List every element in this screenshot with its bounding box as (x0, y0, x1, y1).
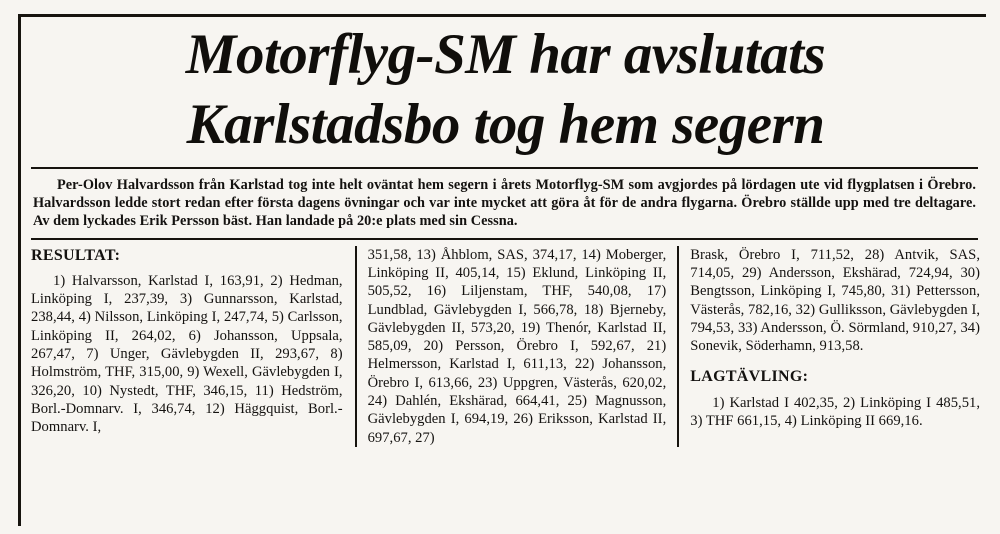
team-heading: LAGTÄVLING: (690, 368, 809, 386)
lead-paragraph (33, 176, 976, 231)
team-results-list (690, 394, 980, 431)
headline-line-2: Karlstadsbo tog hem segern (186, 92, 825, 156)
results-list-part-1 (31, 272, 343, 437)
results-text-1: 1) Halvarsson, Karlstad I, 163,91, 2) Hedman, Linköping I, 237,39, 3) Gunnarsson, Karlstad, 238,44, 4) Nilsson, Linköping I, 247,74, 5) Carlsson, Linköping II, 264,02, 6) Johansson, Uppsala, 267,47, 7) Unger, Gävlebygden II, 293,67, 8) Holmström, THF, 315,00, 9) Wexell, Gävlebygden I, 326,20, 10) Nystedt, THF, 346,15, 11) Hedström, Borl.-Domnarv. I, 346,74, 12) Häggquist, Borl.-Domnarv. I, (31, 272, 343, 436)
column-3 (677, 246, 980, 447)
results-text-2: 351,58, 13) Åhblom, SAS, 374,17, 14) Moberger, Linköping II, 405,14, 15) Eklund, Linköping II, 505,52, 16) Liljenstam, THF, 540,08, 17) Lundblad, Gävlebygden I, 566,78, 18) Bjerneby, Gävlebygden II, 573,20, 19) Thenór, Karlstad II, 585,09, 20) Persson, Örebro I, 592,67, 21) Helmersson, Karlstad I, 611,13, 22) Johansson, Örebro I, 613,66, 23) Uppgren, Västerås, 620,02, 24) Dahlén, Ekshärad, 664,41, 25) Magnusson, Gävlebygden I, 694,19, 26) Eriksson, Karlstad II, 697,67, 27) (367, 246, 667, 446)
results-list-part-3 (690, 246, 980, 356)
results-heading: RESULTAT: (31, 246, 121, 264)
article-columns (31, 246, 980, 447)
divider-bottom (31, 238, 978, 240)
divider-top (31, 167, 978, 169)
team-results-text: 1) Karlstad I 402,35, 2) Linköping I 485,51, 3) THF 661,15, 4) Linköping II 669,16. (690, 394, 980, 429)
column-1 (31, 246, 355, 447)
results-text-3: Brask, Örebro I, 711,52, 28) Antvik, SAS, 714,05, 29) Andersson, Ekshärad, 724,94, 30) Bengtsson, Linköping I, 745,80, 31) Pettersson, Västerås, 782,16, 32) Gulliksson, Gävlebygden I, 794,53, 33) Andersson, Ö. Sörmland, 910,27, 34) Sonevik, Söderhamn, 913,58. (690, 246, 980, 355)
results-list-part-2 (368, 246, 667, 447)
lead-text: Per-Olov Halvardsson från Karlstad tog inte helt oväntat hem segern i årets Motorflyg-SM som avgjordes på lördagen ute vid flygplatsen i Örebro. Halvardsson ledde stort redan efter första dagens övningar och var inte mycket att göra åt för de andra flygarna. Örebro ställde upp med tre deltagare. Av dem lyckades Erik Persson bäst. Han landade på 20:e plats med sin Cessna. (33, 176, 976, 230)
column-2 (355, 246, 678, 447)
article-frame (18, 14, 986, 526)
headline-line-1: Motorflyg-SM har avslutats (185, 23, 826, 86)
